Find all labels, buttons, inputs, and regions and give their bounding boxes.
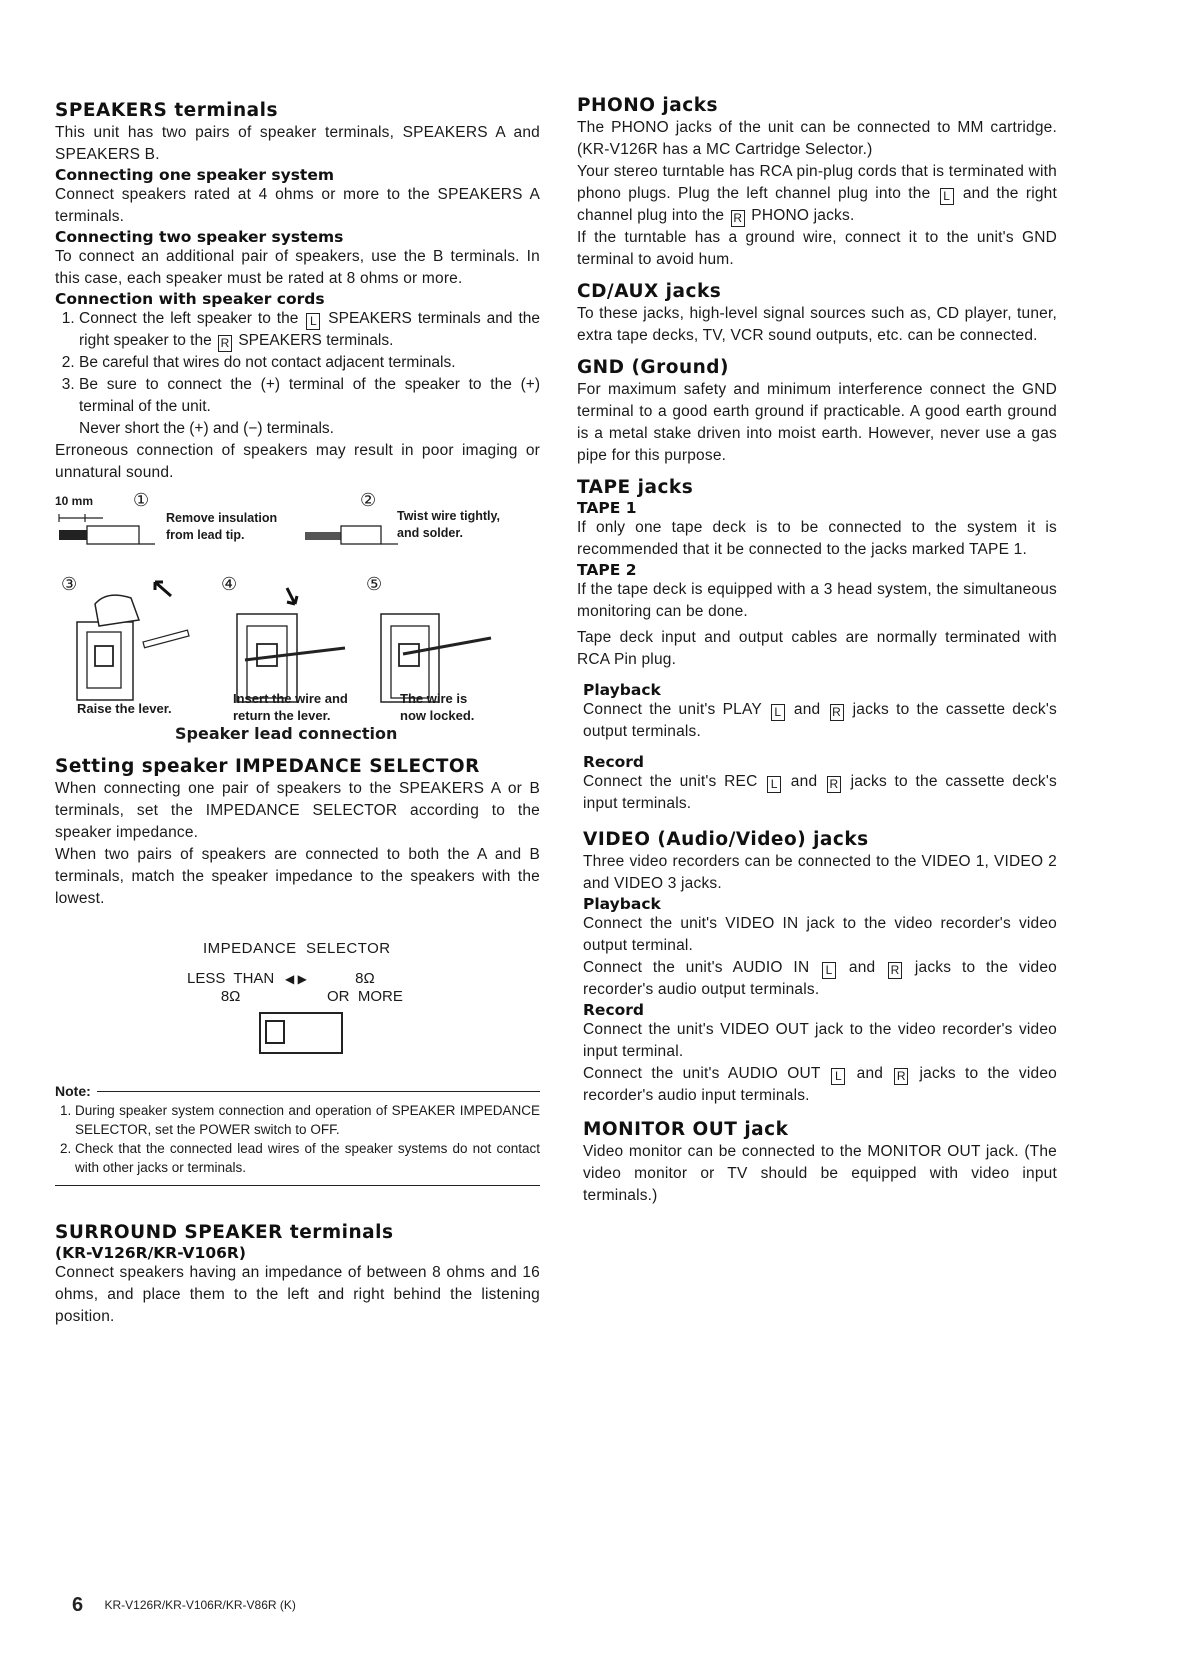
- impedance-section: [55, 756, 540, 910]
- cords-heading: Connection with speaker cords: [55, 290, 325, 308]
- step-1-text-b: SPEAKERS terminals and the right speaker to the: [79, 310, 541, 349]
- cdaux-text: To these jacks, high-level signal sources such as, CD player, tuner, extra tape decks, TV, VCR sound outputs, etc. can be connected.: [577, 305, 1057, 344]
- phono-text-1: The PHONO jacks of the unit can be connected to MM cartridge. (KR-V126R has a MC Cartridge Selector.): [577, 119, 1057, 158]
- phono-text-2c: PHONO jacks.: [751, 207, 855, 224]
- step-4-caption-a: Insert the wire and: [233, 691, 348, 706]
- monitor-section: [583, 1119, 1057, 1207]
- step-3-text: Be sure to connect the (+) terminal of the speaker to the (+) terminal of the unit.: [79, 376, 540, 415]
- cords-step-1: [79, 308, 540, 352]
- right-channel-symbol: R: [830, 704, 844, 721]
- left-channel-symbol: L: [822, 962, 836, 979]
- video-record-1: Connect the unit's VIDEO OUT jack to the video recorder's video input terminal.: [583, 1021, 1057, 1060]
- right-channel-symbol: R: [894, 1068, 908, 1085]
- step-4-caption-b: return the lever.: [233, 708, 331, 723]
- step-number-4: ④: [221, 574, 238, 594]
- phono-heading: PHONO jacks: [577, 95, 719, 116]
- note-label: Note:: [55, 1083, 91, 1099]
- erroneous-connection-text: Erroneous connection of speakers may result in poor imaging or unnatural sound.: [55, 442, 540, 481]
- step-3-caption: Raise the lever.: [77, 701, 172, 716]
- video-record-heading: Record: [583, 1001, 645, 1019]
- terminal-illustration: [55, 574, 540, 704]
- page-footer: [72, 1594, 296, 1617]
- video-rec2-c: jacks to the video recorder's audio input terminals.: [583, 1065, 1057, 1104]
- surround-model: (KR-V126R/KR-V106R): [55, 1244, 246, 1262]
- tape-pb-a: Connect the unit's PLAY: [583, 701, 762, 718]
- note-item-2: 2. Check that the connected lead wires of the speaker systems do not contact with other jacks or terminals.: [75, 1139, 540, 1177]
- video-pb2-a: Connect the unit's AUDIO IN: [583, 959, 810, 976]
- one-system-heading: Connecting one speaker system: [55, 166, 334, 184]
- phono-text-2b: and the right channel plug into the: [577, 185, 1057, 224]
- video-section: [583, 829, 1057, 1107]
- note-list: [55, 1101, 540, 1177]
- left-channel-symbol: L: [831, 1068, 845, 1085]
- step-number-1: ①: [133, 490, 150, 510]
- step-5-caption-b: now locked.: [400, 708, 475, 723]
- left-channel-symbol: L: [306, 313, 320, 330]
- tape-section: [577, 477, 1057, 815]
- right-channel-symbol: R: [731, 210, 745, 227]
- step-4-caption: [233, 690, 348, 724]
- tape2-heading: TAPE 2: [577, 561, 637, 579]
- monitor-heading: MONITOR OUT jack: [583, 1119, 789, 1140]
- tape-pb-b: and: [793, 701, 821, 718]
- two-systems-heading: Connecting two speaker systems: [55, 228, 344, 246]
- tape1-text: If only one tape deck is to be connected to the system it is recommended that it be connected to the jacks marked TAPE 1.: [577, 519, 1057, 558]
- speakers-terminals-section: [55, 100, 540, 484]
- right-column: [577, 95, 1057, 1217]
- phono-text-3: If the turntable has a ground wire, connect it to the unit's GND terminal to avoid hum.: [577, 229, 1057, 268]
- step-number-5: ⑤: [366, 574, 383, 594]
- tape-record: [583, 753, 1057, 815]
- note-rule: [97, 1091, 540, 1092]
- monitor-text: Video monitor can be connected to the MONITOR OUT jack. (The video monitor or TV should be equipped with video input terminals.): [583, 1143, 1057, 1204]
- surround-text: Connect speakers having an impedance of between 8 ohms and 16 ohms, and place them to the left and right behind the listening position.: [55, 1264, 540, 1325]
- impedance-heading: Setting speaker IMPEDANCE SELECTOR: [55, 756, 480, 777]
- video-rec2-b: and: [856, 1065, 884, 1082]
- gnd-text: For maximum safety and minimum interference connect the GND terminal to a good earth ground if practicable. A good earth ground is a metal stake driven into moist earth. However, never use a gas pipe for this purpose.: [577, 381, 1057, 464]
- tape-playback-text: [583, 699, 1057, 743]
- wire-prep-diagram: [55, 490, 540, 566]
- video-playback-heading: Playback: [583, 895, 661, 913]
- video-record-2: [583, 1063, 1057, 1107]
- surround-section: [55, 1222, 540, 1328]
- tape-playback-heading: Playback: [583, 681, 661, 699]
- surround-heading: SURROUND SPEAKER terminals: [55, 1222, 394, 1243]
- cdaux-section: [577, 281, 1057, 347]
- step-3-warning: Never short the (+) and (−) terminals.: [79, 420, 334, 437]
- right-channel-symbol: R: [827, 776, 841, 793]
- note-block: [55, 1082, 540, 1186]
- video-heading: VIDEO (Audio/Video) jacks: [583, 829, 869, 850]
- page-number: 6: [72, 1594, 84, 1616]
- tape-pb-c: jacks to the cassette deck's output terminals.: [583, 701, 1057, 740]
- speakers-terminals-heading: SPEAKERS terminals: [55, 100, 278, 121]
- step-2-caption-b: and solder.: [397, 526, 463, 540]
- two-systems-text: To connect an additional pair of speakers, use the B terminals. In this case, each speaker must be rated at 8 ohms or more.: [55, 248, 540, 287]
- terminal-diagram: [55, 574, 540, 744]
- gnd-section: [577, 357, 1057, 467]
- gnd-heading: GND (Ground): [577, 357, 729, 378]
- video-intro: Three video recorders can be connected to the VIDEO 1, VIDEO 2 and VIDEO 3 jacks.: [583, 853, 1057, 892]
- selector-left-label: [187, 970, 274, 1006]
- right-channel-symbol: R: [888, 962, 902, 979]
- impedance-text-2: When two pairs of speakers are connected to both the A and B terminals, match the speaker impedance to the speakers with the lowest.: [55, 846, 540, 907]
- model-numbers: KR-V126R/KR-V106R/KR-V86R (K): [104, 1598, 296, 1612]
- step-2-caption-a: Twist wire tightly,: [397, 509, 501, 523]
- left-channel-symbol: L: [767, 776, 781, 793]
- tape-rec-b: and: [790, 773, 818, 790]
- video-pb2-b: and: [848, 959, 876, 976]
- tape-record-heading: Record: [583, 753, 645, 771]
- selector-arrows: ◀ ▶: [285, 972, 307, 986]
- step-2-caption: [397, 508, 500, 542]
- selector-title: IMPEDANCE SELECTOR: [203, 940, 391, 957]
- speakers-intro: This unit has two pairs of speaker terminals, SPEAKERS A and SPEAKERS B.: [55, 124, 540, 163]
- step-1-caption: [166, 510, 277, 544]
- tape-cables-text: Tape deck input and output cables are normally terminated with RCA Pin plug.: [577, 629, 1057, 668]
- step-5-caption-a: The wire is: [400, 691, 468, 706]
- left-column: [55, 100, 540, 1338]
- tape1-heading: TAPE 1: [577, 499, 637, 517]
- video-pb2-c: jacks to the video recorder's audio output terminals.: [583, 959, 1057, 998]
- impedance-selector-figure: [55, 940, 540, 1070]
- cords-step-3: [79, 374, 540, 440]
- step-number-2: ②: [360, 490, 377, 510]
- tape-record-text: [583, 771, 1057, 815]
- tape-rec-c: jacks to the cassette deck's input terminals.: [583, 773, 1057, 812]
- cords-steps: [55, 308, 540, 440]
- step-1-caption-a: Remove insulation: [166, 511, 278, 525]
- impedance-text-1: When connecting one pair of speakers to the SPEAKERS A or B terminals, set the IMPEDANCE SELECTOR according to the speaker impedance.: [55, 780, 540, 841]
- selector-less-than: LESS THAN: [187, 970, 275, 987]
- note-item-1: 1. During speaker system connection and operation of SPEAKER IMPEDANCE SELECTOR, set the POWER switch to OFF.: [75, 1101, 540, 1139]
- selector-switch: [259, 1012, 343, 1054]
- phono-text-2: [577, 161, 1057, 227]
- step-1-caption-b: from lead tip.: [166, 528, 245, 542]
- phono-text-2a: Your stereo turntable has RCA pin-plug cords that is terminated with phono plugs. Plug the left channel plug into the: [577, 163, 1057, 202]
- selector-8-ohm-left: 8Ω: [220, 988, 241, 1005]
- left-channel-symbol: L: [940, 188, 954, 205]
- cdaux-heading: CD/AUX jacks: [577, 281, 722, 302]
- one-system-text: Connect speakers rated at 4 ohms or more to the SPEAKERS A terminals.: [55, 186, 540, 225]
- phono-section: [577, 95, 1057, 271]
- cords-step-2: 2. Be careful that wires do not contact adjacent terminals.: [79, 352, 540, 374]
- selector-8-ohm-right: 8Ω: [355, 970, 375, 987]
- selector-knob: [265, 1020, 285, 1044]
- left-channel-symbol: L: [771, 704, 785, 721]
- step-1-text-a: Connect the left speaker to the: [79, 310, 299, 327]
- tape-rec-a: Connect the unit's REC: [583, 773, 758, 790]
- step-1-text-c: SPEAKERS terminals.: [238, 332, 394, 349]
- video-playback-2: [583, 957, 1057, 1001]
- selector-right-label: [327, 970, 403, 1006]
- video-playback-1: Connect the unit's VIDEO IN jack to the video recorder's video output terminal.: [583, 915, 1057, 954]
- right-channel-symbol: R: [218, 335, 232, 352]
- tape-heading: TAPE jacks: [577, 477, 694, 498]
- diagram-title: Speaker lead connection: [175, 724, 398, 743]
- selector-or-more: OR MORE: [327, 988, 403, 1005]
- tape2-text: If the tape deck is equipped with a 3 head system, the simultaneous monitoring can be done.: [577, 581, 1057, 620]
- video-rec2-a: Connect the unit's AUDIO OUT: [583, 1065, 821, 1082]
- tape-playback: [583, 681, 1057, 743]
- step-number-3: ③: [61, 574, 78, 594]
- dimension-label: 10 mm: [55, 494, 94, 508]
- step-5-caption: [400, 690, 474, 724]
